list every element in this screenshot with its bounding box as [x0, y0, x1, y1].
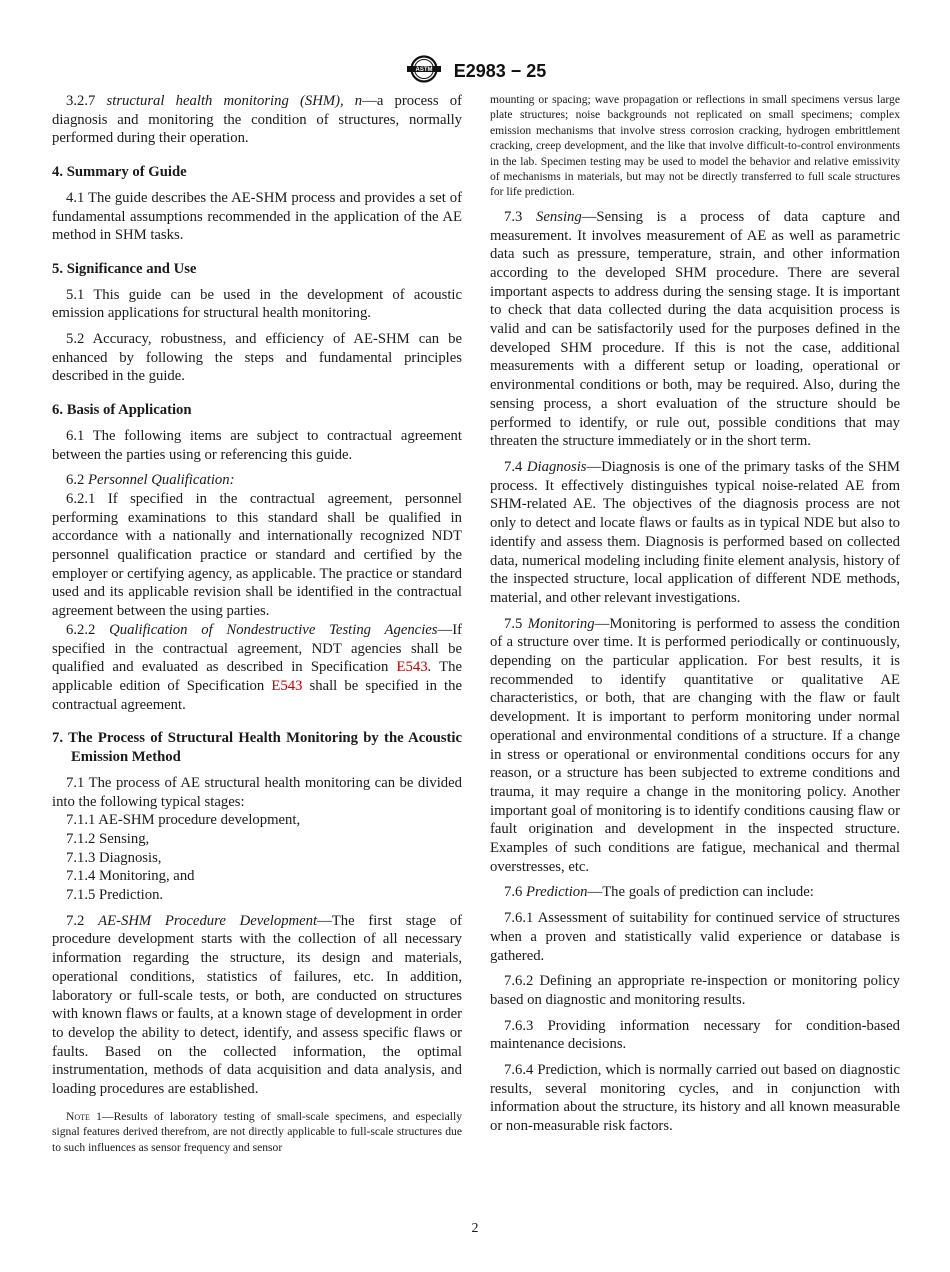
- page-header: [0, 54, 950, 89]
- para-6-2-title: Personnel Qualification:: [88, 472, 235, 489]
- definition-3-2-7: [52, 92, 462, 148]
- para-7-6-3: 7.6.3 Providing information necessary for condition-based maintenance decisions.: [490, 1017, 900, 1053]
- para-7-4-number: 7.4: [504, 458, 523, 475]
- para-7-3-text: —Sensing is a process of data capture and measurement. It involves measurement of AE as well as parametric data such as pressure, temperature, strain, and other information according to the developed SHM procedure. There are several important aspects to address during the sensing stage. It is important to check that data collected during the data acquisition process is valid and can be satisfactorily used for the purposes defined in the developed SHM procedure. If this is not the case, additional measurements with a different setup or loading, operational or environmental conditions or both, may be required. Also, during the sensing process, a short evaluation of the structure should be performed to identify, or rule out, possible conditions that may threaten the structure immediately or in the short term.: [490, 208, 900, 450]
- para-7-6-2: 7.6.2 Defining an appropriate re-inspection or monitoring policy based on diagnostic and monitoring results.: [490, 973, 900, 1008]
- list-item: 7.1.2 Sensing,: [66, 830, 150, 847]
- para-7-2-number: 7.2: [66, 912, 85, 929]
- section-6-title: 6. Basis of Application: [52, 402, 192, 419]
- para-6-2-2: [52, 621, 462, 715]
- note-1: [52, 1109, 462, 1155]
- para-7-2-title: AE-SHM Procedure Development: [98, 912, 318, 929]
- para-7-4: [490, 458, 900, 608]
- left-column: [52, 92, 462, 1155]
- def-term: structural health monitoring (SHM), n: [106, 93, 363, 109]
- para-6-2-2-text-b: . The applicable edition of Specification: [52, 659, 462, 694]
- right-column: [490, 92, 900, 1143]
- list-item: 7.1.3 Diagnosis,: [66, 849, 162, 866]
- para-6-2: [52, 471, 462, 490]
- e543-link[interactable]: E543: [271, 677, 303, 694]
- para-5-2: 5.2 Accuracy, robustness, and efficiency of AE-SHM can be enhanced by following the steps and fundamental principles described in the guide.: [52, 331, 462, 385]
- para-7-6-number: 7.6: [504, 884, 523, 901]
- list-item: 7.1.5 Prediction.: [66, 887, 164, 904]
- para-7-5-title: Monitoring: [527, 615, 595, 632]
- para-7-5-text: —Monitoring is performed to assess the condition of a structure over time. It is performed periodically or continuously, depending on the particular application. For best results, it is recommended to identify quantitative or qualitative AE characteristics, or both, that are changing with the flaw or fault development. It is important to perform monitoring under normal operational and environmental conditions of a structure. If a change in stress or operational or environmental conditions occurs for any reason, or a structure has been subjected to extreme conditions and trauma, it may require a change in the monitoring policy. Another important goal of monitoring is to identify conditions causing flaw or fault origination and development in the inspected structure. Examples of such conditions are fatigue, mechanical and thermal overstresses, etc.: [490, 615, 900, 875]
- def-text: —a process of diagnosis and monitoring the condition of structures, normally performed during their operation.: [52, 93, 462, 147]
- page-number: 2: [471, 1221, 479, 1236]
- para-6-2-2-text-c: shall be specified in the contractual agreement.: [52, 677, 462, 713]
- para-6-2-number: 6.2: [66, 472, 85, 489]
- section-4-title: 4. Summary of Guide: [52, 164, 187, 181]
- para-6-2-2-title: Qualification of Nondestructive Testing Agencies: [109, 621, 438, 638]
- e543-link[interactable]: E543: [396, 659, 428, 676]
- para-7-5: [490, 615, 900, 877]
- def-number: 3.2.7: [66, 93, 96, 109]
- list-item: 7.1.4 Monitoring, and: [66, 868, 195, 885]
- para-7-2-text: —The first stage of procedure development starts with the collection of all necessary information regarding the structure, its design and materials, operational conditions, statistics of failures, etc. In addition, laboratory or full-scale tests, or both, are conducted on structures with known flaws or faults, at a known stage of development in order to develop the ability to detect, identify, and assess specific flaws or faults. Based on the collected information, the optimal instrumentation, methods of data acquisition and data analysis, and loading procedures are established.: [52, 912, 463, 1098]
- para-7-2: [52, 912, 462, 1099]
- logo-text: ASTM: [415, 67, 433, 74]
- para-7-3: [490, 208, 900, 451]
- note-text: —Results of laboratory testing of small-scale specimens, and especially signal features derived therefrom, are not directly applicable to full-scale structures due to such influences as sensor frequency and sensor: [52, 1109, 462, 1154]
- para-7-6-text: —The goals of prediction can include:: [587, 884, 814, 901]
- para-4-1: 4.1 The guide describes the AE-SHM process and provides a set of fundamental assumptions recommended in the application of the AE method in SHM tasks.: [52, 189, 462, 244]
- note-1-continued: mounting or spacing; wave propagation or reflections in small specimens versus large plate structures; noise backgrounds not replicated on small specimens; complex emission mechanisms that involve stress corrosion cracking, hydrogen embrittlement cracking, creep development, and the like that involve difficult-to-control environments in the lab. Specimen testing may be used to model the behavior and relative emissivity of mechanisms in materials, but may not be directly transferred to full scale structures for life prediction.: [490, 93, 900, 199]
- para-7-6-title: Prediction: [526, 884, 588, 901]
- note-label: Note 1: [66, 1109, 102, 1123]
- para-7-6-1: 7.6.1 Assessment of suitability for continued service of structures when a proven and statistically valid experience or database is gathered.: [490, 910, 900, 964]
- list-item: 7.1.1 AE-SHM procedure development,: [66, 812, 301, 829]
- astm-logo-icon: [404, 54, 444, 89]
- para-5-1: 5.1 This guide can be used in the development of acoustic emission applications for structural health monitoring.: [52, 286, 462, 322]
- para-7-4-title: Diagnosis: [526, 458, 587, 475]
- para-7-6: [490, 883, 900, 902]
- para-6-2-2-text-a: —If specified in the contractual agreement, NDT agencies shall be qualified and evaluated as described in Specification: [52, 621, 462, 676]
- para-7-5-number: 7.5: [504, 615, 523, 632]
- para-7-3-number: 7.3: [504, 208, 523, 225]
- document-designation: E2983 − 25: [453, 61, 547, 81]
- para-7-4-text: —Diagnosis is one of the primary tasks of the SHM process. It effectively distinguishes typical noise-related AE from SHM-related AE. The objectives of the diagnosis process are not only to detect and locate flaws or faults as in typical NDE but also to identify and assess them. Diagnosis is performed based on collected data, numerical modeling including finite element analysis, history of the inspected structure, local application of different NDE methods, material, and other relevant investigations.: [490, 458, 900, 606]
- para-7-1: 7.1 The process of AE structural health monitoring can be divided into the following typical stages:: [52, 774, 462, 810]
- para-6-2-2-number: 6.2.2: [66, 621, 96, 638]
- para-7-6-4: 7.6.4 Prediction, which is normally carried out based on diagnostic results, several monitoring cycles, and in conjunction with information about the structure, its history and all known measurable or non-measurable risk factors.: [490, 1062, 900, 1135]
- para-6-2-1: 6.2.1 If specified in the contractual agreement, personnel performing examinations to this standard shall be qualified in accordance with a nationally and internationally recognized NDT personnel qualification practice or standard and certified by the employer or certifying agency, as applicable. The practice or standard used and its applicable revision shall be identified in the contractual agreement between the using parties.: [52, 490, 462, 620]
- section-7-title: 7. The Process of Structural Health Monitoring by the Acoustic Emission Method: [52, 730, 462, 766]
- para-7-3-title: Sensing: [536, 208, 582, 225]
- para-6-1: 6.1 The following items are subject to contractual agreement between the parties using or referencing this guide.: [52, 427, 462, 463]
- section-5-title: 5. Significance and Use: [52, 260, 197, 277]
